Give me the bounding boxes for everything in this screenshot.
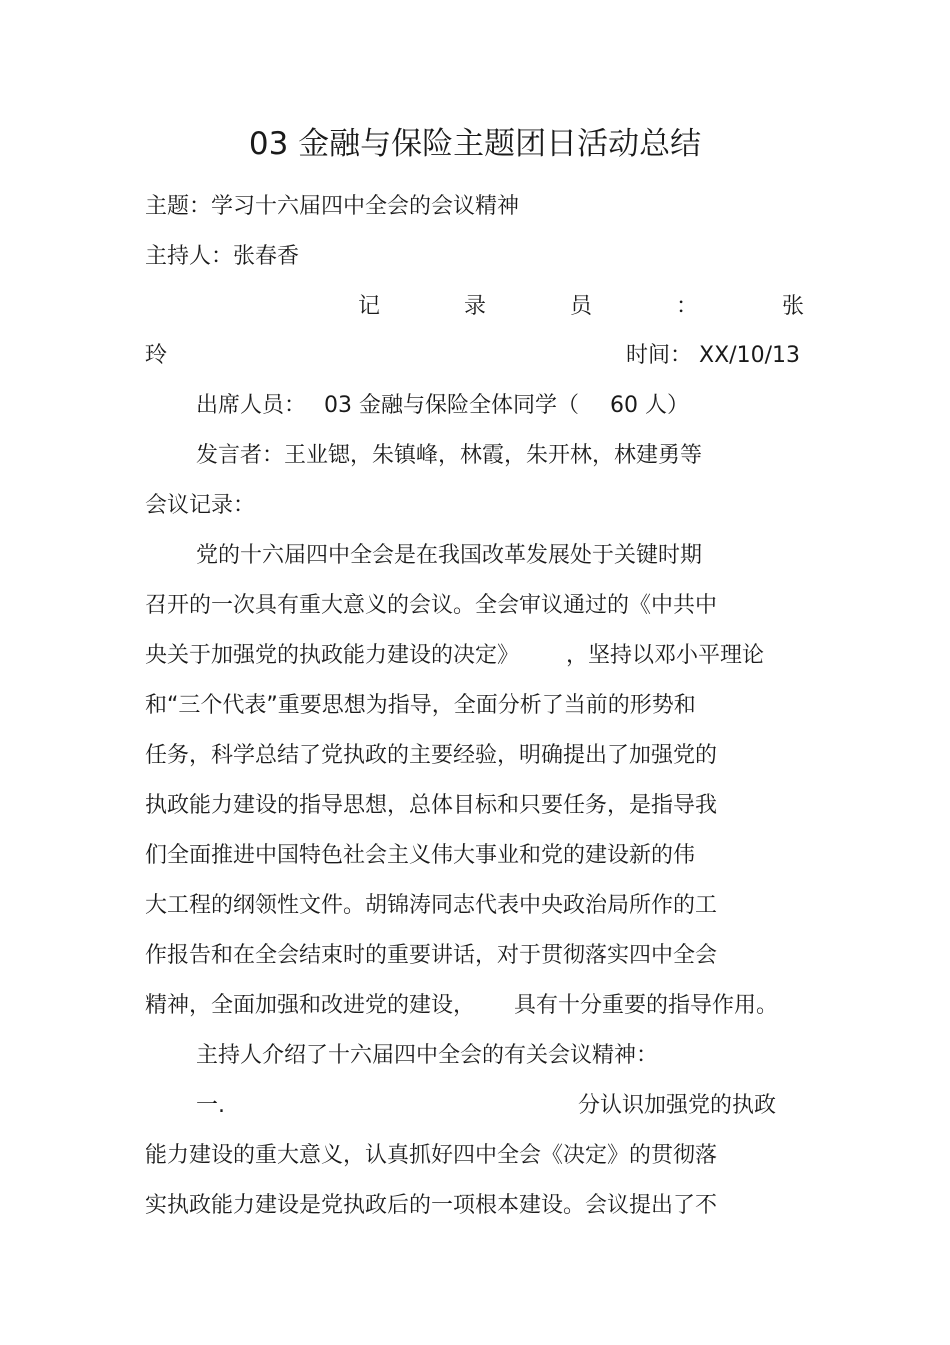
host-line: 主持人：张春香: [145, 244, 300, 269]
recorder-char: ：: [675, 294, 698, 319]
paragraph-line: 党的十六届四中全会是在我国改革发展处于关键时期: [196, 543, 703, 568]
paragraph-line: 具有十分重要的指导作用。: [514, 993, 779, 1018]
paragraph-line: 作报告和在全会结束时的重要讲话，对于贯彻落实四中全会: [145, 943, 718, 968]
record-label: 会议记录：: [145, 493, 256, 518]
paragraph-line: 精神，全面加强和改进党的建设，: [145, 993, 476, 1018]
recorder-name-wrap: 玲: [145, 343, 168, 368]
attendees-count: 60 人）: [610, 393, 689, 418]
paragraph-line: 大工程的纲领性文件。胡锦涛同志代表中央政治局所作的工: [145, 893, 718, 918]
list-number: 一.: [196, 1093, 225, 1118]
document-title: 03 金融与保险主题团日活动总结: [248, 126, 702, 162]
paragraph-line: 主持人介绍了十六届四中全会的有关会议精神：: [196, 1043, 659, 1068]
paragraph-line: 任务，科学总结了党执政的主要经验，明确提出了加强党的: [145, 743, 718, 768]
paragraph-line: 实执政能力建设是党执政后的一项根本建设。会议提出了不: [145, 1193, 718, 1218]
speakers-line: 发言者：王业锶，朱镇峰，林霞，朱开林，林建勇等: [196, 443, 703, 468]
paragraph-line: 们全面推进中国特色社会主义伟大事业和党的建设新的伟: [145, 843, 696, 868]
topic-line: 主题：学习十六届四中全会的会议精神: [145, 194, 520, 219]
recorder-char: 张: [781, 294, 804, 319]
paragraph-line: 召开的一次具有重大意义的会议。全会审议通过的《中共中: [145, 593, 718, 618]
attendees-label: 出席人员：: [196, 393, 307, 418]
time-line: 时间： XX/10/13: [626, 343, 800, 368]
paragraph-line: ，坚持以邓小平理论: [566, 643, 765, 668]
recorder-char: 记: [358, 294, 381, 319]
paragraph-line: 能力建设的重大意义，认真抓好四中全会《决定》的贯彻落: [145, 1143, 718, 1168]
recorder-char: 录: [463, 294, 486, 319]
paragraph-line: 央关于加强党的执政能力建设的决定》: [145, 643, 520, 668]
attendees-group: 03 金融与保险全体同学（: [324, 393, 579, 418]
paragraph-line: 和“三个代表”重要思想为指导，全面分析了当前的形势和: [145, 693, 696, 718]
recorder-line: [358, 292, 804, 322]
recorder-char: 员: [569, 294, 592, 319]
paragraph-line: 分认识加强党的执政: [578, 1093, 777, 1118]
paragraph-line: 执政能力建设的指导思想，总体目标和只要任务，是指导我: [145, 793, 718, 818]
